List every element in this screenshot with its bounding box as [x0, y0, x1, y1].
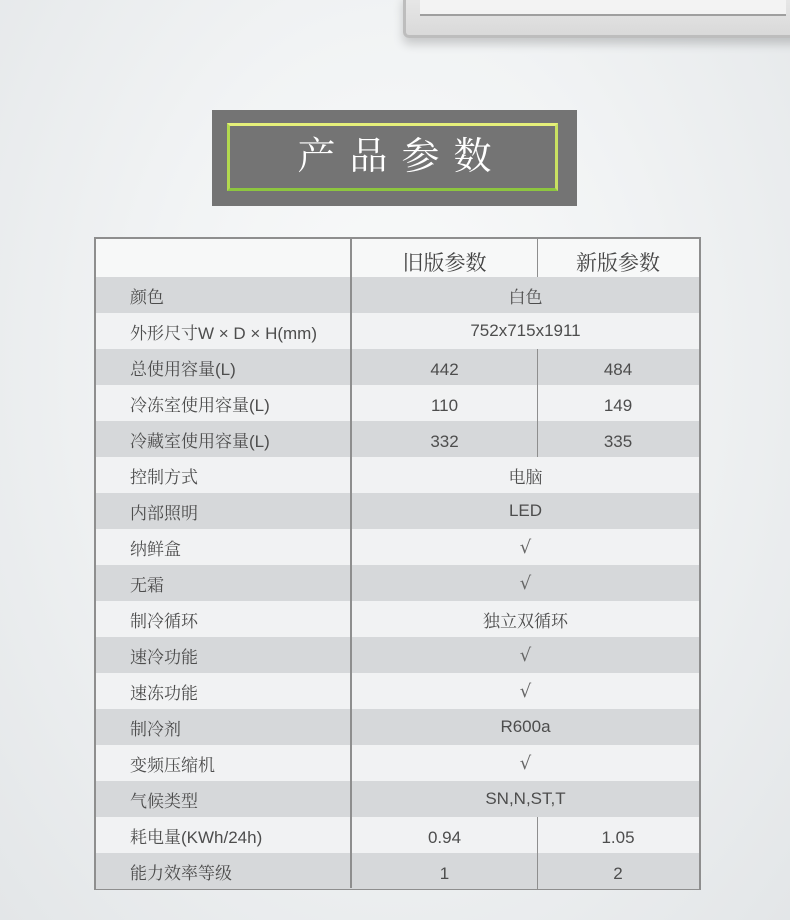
- row-label: 颜色: [130, 287, 164, 307]
- column-divider: [350, 239, 352, 888]
- table-row: [96, 529, 699, 565]
- check-mark: √: [519, 752, 532, 774]
- row-value-new: 2: [613, 864, 623, 883]
- table-row: [96, 853, 699, 889]
- header-divider: [537, 239, 538, 277]
- row-label: 控制方式: [130, 467, 198, 487]
- table-row: [96, 385, 699, 421]
- row-label: 内部照明: [130, 503, 198, 523]
- table-row: [96, 277, 699, 313]
- product-image-edge: [403, 0, 790, 38]
- row-value-new: 484: [603, 360, 633, 379]
- row-label: 外形尺寸W × D × H(mm): [130, 323, 317, 343]
- row-label: 速冻功能: [130, 683, 198, 703]
- spec-table: [94, 237, 701, 890]
- row-value: 独立双循环: [483, 611, 568, 631]
- row-label: 气候类型: [130, 791, 198, 811]
- table-row: [96, 709, 699, 745]
- row-value-old: 1: [439, 864, 450, 883]
- row-label: 耗电量(KWh/24h): [130, 827, 263, 847]
- row-value: R600a: [500, 717, 551, 736]
- table-row: [96, 565, 699, 601]
- row-value-new: 149: [603, 396, 633, 415]
- row-value-old: 332: [430, 432, 459, 451]
- row-value: 电脑: [508, 467, 543, 487]
- check-mark: √: [519, 644, 532, 666]
- row-label: 冷冻室使用容量(L): [130, 395, 270, 415]
- table-row: [96, 637, 699, 673]
- row-value: LED: [508, 501, 543, 520]
- row-value-old: 442: [430, 360, 459, 379]
- table-row: [96, 349, 699, 385]
- split-divider: [537, 385, 538, 421]
- row-label: 能力效率等级: [130, 863, 232, 883]
- table-row: [96, 493, 699, 529]
- row-label: 制冷剂: [130, 719, 181, 739]
- row-value: 752x715x1911: [470, 321, 581, 340]
- split-divider: [537, 421, 538, 457]
- row-value-new: 1.05: [601, 828, 635, 847]
- split-divider: [537, 853, 538, 889]
- check-mark: √: [519, 680, 532, 702]
- row-label: 总使用容量(L): [130, 359, 236, 379]
- table-row: [96, 817, 699, 853]
- header-new-params: 新版参数: [576, 252, 660, 275]
- row-value-old: 0.94: [427, 828, 462, 847]
- row-label: 纳鲜盒: [130, 539, 181, 559]
- table-header-row: [96, 239, 699, 277]
- table-row: [96, 313, 699, 349]
- check-mark: √: [519, 572, 532, 594]
- split-divider: [537, 817, 538, 853]
- table-row: [96, 781, 699, 817]
- row-value: 白色: [508, 287, 543, 307]
- split-divider: [537, 349, 538, 385]
- row-value: SN,N,ST,T: [485, 789, 566, 808]
- table-row: [96, 745, 699, 781]
- row-label: 冷藏室使用容量(L): [130, 431, 270, 451]
- table-row: [96, 673, 699, 709]
- check-mark: √: [519, 536, 532, 558]
- header-old-params: 旧版参数: [402, 252, 487, 275]
- section-title: 产品参数: [297, 134, 506, 178]
- row-value-old: 110: [430, 396, 459, 415]
- row-value-new: 335: [603, 432, 633, 451]
- row-label: 变频压缩机: [130, 755, 215, 775]
- row-label: 制冷循环: [130, 611, 198, 631]
- table-row: [96, 421, 699, 457]
- table-row: [96, 601, 699, 637]
- row-label: 无霜: [130, 575, 164, 595]
- row-label: 速冷功能: [130, 647, 198, 667]
- table-row: [96, 457, 699, 493]
- section-title-banner: [212, 110, 577, 206]
